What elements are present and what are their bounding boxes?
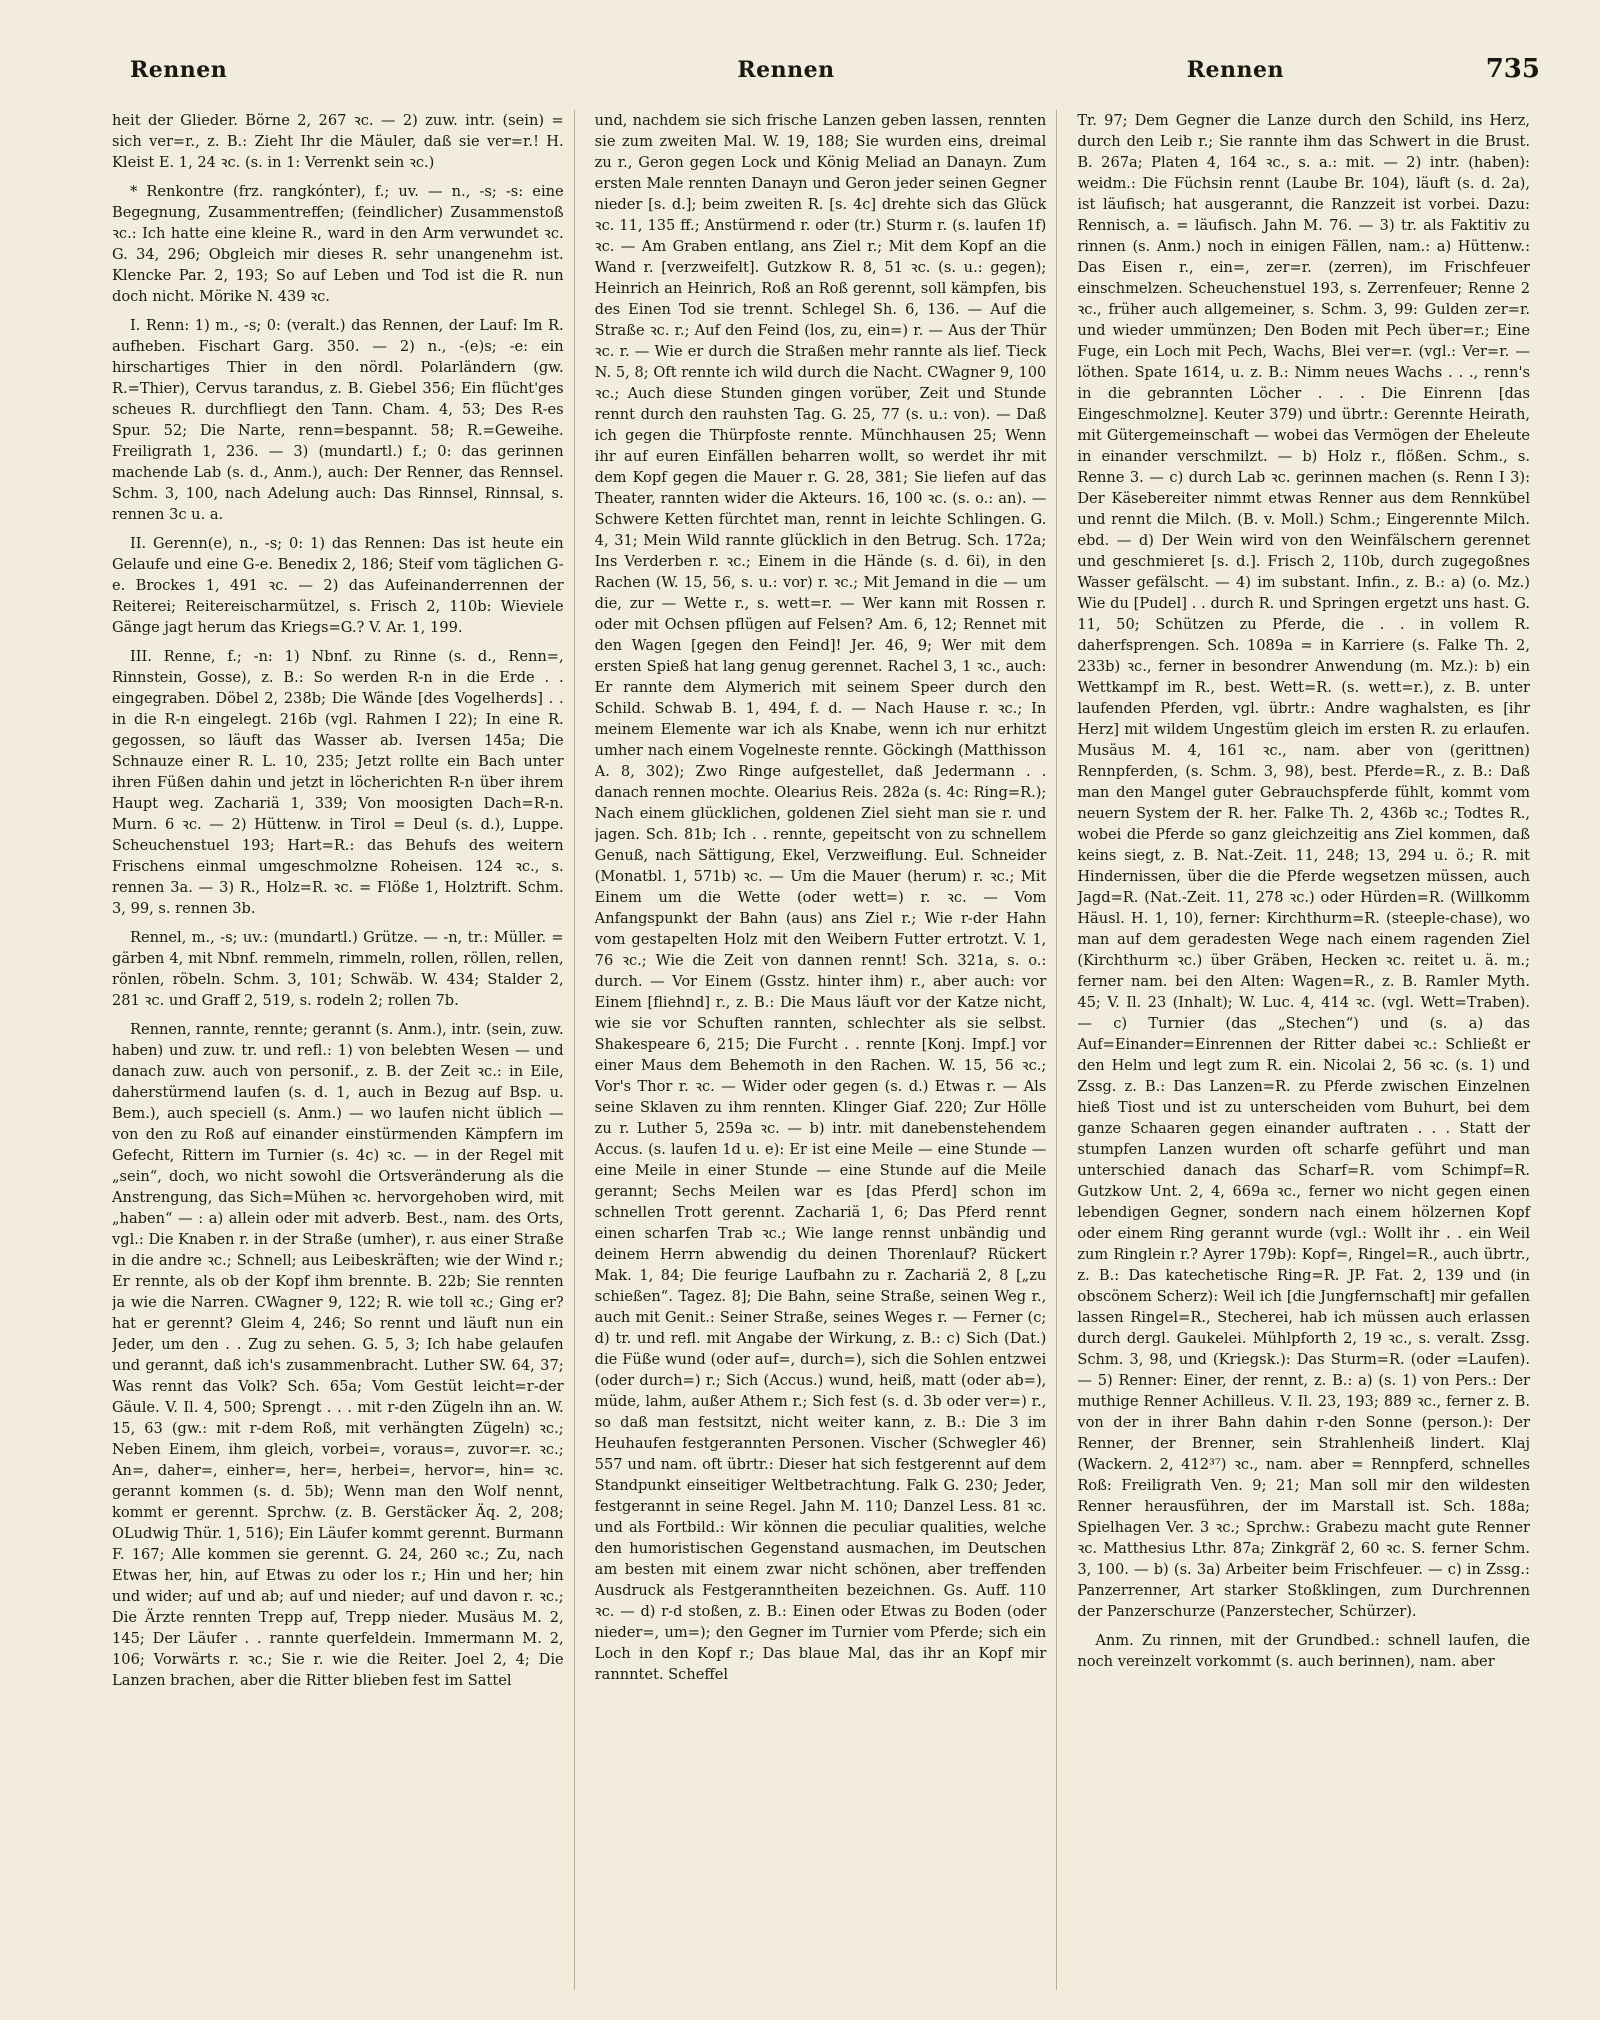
header-center-headword: Rennen	[737, 57, 835, 83]
entry-renkontre: * Renkontre (frz. rangkónter), f.; uv. — n., -s; -s: eine Begegnung, Zusammentreffen; (feindlicher) Zusammenstoß ꝛc.: Ich hatte eine kleine R., ward in den Arm verwundet ꝛc. G. 34, 296; Obgleich mir dieses R. sehr unangenehm ist. Klencke Par. 2, 193; So auf Leben und Tod ist die R. nun doch nicht. Mörike N. 439 ꝛc.	[112, 183, 564, 305]
entry-rennen: Rennen, rannte, rennte; gerannt (s. Anm.), intr. (sein, zuw. haben) und zuw. tr. und refl.: 1) von belebten Wesen — und danach zuw. auch von personif., z. B. der Zeit ꝛc.: in Eile, daherstürmend laufen (s. d. 1, auch in Bezug auf Bsp. u. Bem.), auch speciell (s. Anm.) — wo laufen nicht üblich — von den zu Roß auf einander einstürmenden Kämpfern im Gefecht, Rittern im Turnier (s. 4c) ꝛc. — in der Regel mit „sein“, doch, wo nicht sowohl die Ortsveränderung als die Anstrengung, das Sich=Mühen ꝛc. hervorgehoben wird, mit „haben“ — : a) allein oder mit adverb. Best., nam. des Orts, vgl.: Die Knaben r. in der Straße (umher), r. aus einer Straße in die andre ꝛc.; Schnell; aus Leibeskräften; wie der Wind r.; Er rennte, als ob der Kopf ihm brennte. B. 22b; Sie rennten ja wie die Narren. CWagner 9, 122; R. wie toll ꝛc.; Ging er? hat er gerennt? Gleim 4, 246; So rennt und läuft nun ein Jeder, um den . . Zug zu sehen. G. 5, 3; Ich habe gelaufen und gerannt, daß ich's zusammenbracht. Luther SW. 64, 37; Was rennt das Volk? Sch. 65a; Vom Gestüt leicht=r-der Gäule. V. Il. 4, 500; Sprengt . . . mit r-den Zügeln ihn an. W. 15, 63 (gw.: mit r-dem Roß, mit verhängten Zügeln) ꝛc.; Neben Einem, ihm gleich, vorbei=, voraus=, zuvor=r. ꝛc.; An=, daher=, einher=, her=, herbei=, hervor=, hin= ꝛc. gerannt kommen (s. d. 5b); Wenn man den Wolf nennt, kommt er gerennt. Sprchw. (z. B. Gerstäcker Äq. 2, 208; OLudwig Thür. 1, 516); Ein Läufer kommt gerennt. Burmann F. 167; Alle kommen sie gerennt. G. 24, 260 ꝛc.; Zu, nach Etwas her, hin, auf Etwas zu oder los r.; Hin und her; hin und wider; auf und ab; auf und nieder; auf und davon r. ꝛc.; Die Ärzte rennten Trepp auf, Trepp nieder. Musäus M. 2, 145; Der Läufer . . rannte querfeldein. Immermann M. 2, 106; Vorwärts r. ꝛc.; Sie r. wie die Reiter. Joel 2, 4; Die Lanzen brachen, aber die Ritter blieben fest im Sattel	[112, 1021, 564, 1689]
column-1	[112, 110, 575, 1990]
entry-rennel: Rennel, m., -s; uv.: (mundartl.) Grütze. — -n, tr.: Müller. = gärben 4, mit Nbnf. remmeln, rimmeln, rollen, röllen, rellen, rönlen, röbeln. Schm. 3, 101; Schwäb. W. 434; Stalder 2, 281 ꝛc. und Graff 2, 519, s. rodeln 2; rollen 7b.	[112, 929, 564, 1009]
page-number: 735	[1485, 54, 1540, 84]
text-columns	[112, 110, 1540, 1990]
running-header	[112, 54, 1540, 110]
column-3	[1077, 110, 1540, 1990]
header-right-headword: Rennen	[1186, 57, 1284, 83]
column-2	[595, 110, 1058, 1990]
col2-para-1: und, nachdem sie sich frische Lanzen geben lassen, rennten sie zum zweiten Mal. W. 19, 188; Sie wurden eins, dreimal zu r., Geron gegen Lock und König Meliad an Danayn. Zum ersten Male rennten Danayn und Geron jeder seinen Gegner nieder [s. d.]; beim zweiten R. [s. 4c] drehte sich das Glück ꝛc. 11, 135 ff.; Anstürmend r. oder (tr.) Sturm r. (s. laufen 1f) ꝛc. — Am Graben entlang, ans Ziel r.; Mit dem Kopf an die Wand r. [verzweifelt]. Gutzkow R. 8, 51 ꝛc. (s. u.: gegen); Heinrich an Heinrich, Roß an Roß gerennt, soll kämpfen, bis des Einen Tod sie trennt. Schlegel Sh. 6, 136. — Auf die Straße ꝛc. r.; Auf den Feind (los, zu, ein=) r. — Aus der Thür ꝛc. r. — Wie er durch die Straßen mehr rannte als lief. Tieck N. 5, 8; Oft rennte ich wild durch die Nacht. CWagner 9, 100 ꝛc.; Auch diese Stunden gingen vorüber, Zeit und Stunde rennt durch den rauhsten Tag. G. 25, 77 (s. u.: von). — Daß ich gegen die Thürpfoste rennte. Münchhausen 25; Wenn ihr auf euren Einfällen beharren wollt, so werdet ihr mit dem Kopf gegen die Mauer r. G. 28, 381; Sie liefen auf das Theater, rannten wider die Akteurs. 16, 100 ꝛc. (s. o.: an). — Schwere Ketten fürchtet man, rennt in leichte Schlingen. G. 4, 31; Mein Wild rannte glücklich in den Betrug. Sch. 172a; Ins Verderben r. ꝛc.; Einem in die Hände (s. d. 6i), in den Rachen (W. 15, 56, s. u.: vor) r. ꝛc.; Mit Jemand in die — um die, zur — Wette r., s. wett=r. — Wer kann mit Rossen r. oder mit Ochsen pflügen auf Felsen? Am. 6, 12; Rennet mit den Wagen [gegen den Feind]! Jer. 46, 9; Wer mit dem ersten Spieß hat lang genug gerennet. Rachel 3, 1 ꝛc., auch: Er rannte dem Alymerich mit seinem Speer durch den Schild. Schwab B. 1, 494, f. d. — Nach Hause r. ꝛc.; In meinem Elemente war ich als Knabe, wenn ich nur erhitzt umher nach einem Vogelneste rennte. Göckingh (Matthisson A. 8, 302); Zwo Ringe aufgestellet, daß Jedermann . . danach rennen mochte. Olearius Reis. 282a (s. 4c: Ring=R.); Nach einem glücklichen, goldenen Ziel sieht man sie r. und jagen. Sch. 81b; Ich . . rennte, gepeitscht von zu schnellem Genuß, nach Sättigung, Ekel, Verzweiflung. Eul. Schneider (Monatbl. 1, 571b) ꝛc. — Um die Mauer (herum) r. ꝛc.; Mit Einem um die Wette (oder wett=) r. ꝛc. — Vom Anfangspunkt der Bahn (aus) ans Ziel r.; Wie r-der Hahn vom gestapelten Holz mit den Weibern Futter ertrotzt. V. 1, 76 ꝛc.; Wie die Zeit von dannen rennt! Sch. 321a, s. o.: durch. — Vor Einem (Gsstz. hinter ihm) r., aber auch: vor Einem [fliehnd] r., z. B.: Die Maus läuft vor der Katze nicht, wie sie vor Schuften rannten, schlechter als sie selbst. Shakespeare 6, 215; Die Furcht . . rennte [Konj. Impf.] vor einer Maus dem Behemoth in den Rachen. W. 15, 56 ꝛc.; Vor's Thor r. ꝛc. — Wider oder gegen (s. d.) Etwas r. — Als seine Sklaven zu ihm rennten. Klinger Giaf. 220; Zur Hölle zu r. Luther 5, 259a ꝛc. — b) intr. mit danebenstehendem Accus. (s. laufen 1d u. e): Er ist eine Meile — eine Stunde — eine Meile in einer Stunde — eine Stunde auf die Meile gerannt; Sechs Meilen war es [das Pferd] schon im schnellen Trott gerennt. Zachariä 1, 6; Das Pferd rennt einen scharfen Trab ꝛc.; Wie lange rennst unbändig und deinem Herrn abwendig du deinen Thorenlauf? Rückert Mak. 1, 84; Die feurige Laufbahn zu r. Zachariä 2, 8 [„zu schießen“. Tagez. 8]; Die Bahn, seine Straße, seinen Weg r., auch mit Genit.: Seiner Straße, seines Weges r. — Ferner (c; d) tr. und refl. mit Angabe der Wirkung, z. B.: c) Sich (Dat.) die Füße wund (oder auf=, durch=), sich die Sohlen entzwei (oder durch=) r.; Sich (Accus.) wund, heiß, matt (oder ab=), müde, lahm, außer Athem r.; Sich fest (s. d. 3b oder ver=) r., so daß man festsitzt, nicht weiter kann, z. B.: Die 3 im Heuhaufen festgerannten Personen. Vischer (Schwegler 46) 557 und nam. oft übrtr.: Dieser hat sich festgerennt auf dem Standpunkt einseitiger Weltbetrachtung. Falk G. 230; Jeder, festgerannt in seine Regel. Jahn M. 110; Danzel Less. 81 ꝛc. und als Fortbild.: Wir können die peculiar qualities, welche den humoristischen Gegenstand ausmachen, im Deutschen am besten mit einem zwar nicht schönen, aber treffenden Ausdruck als Festgeranntheiten bezeichnen. Gs. Auff. 110 ꝛc. — d) r-d stoßen, z. B.: Einen oder Etwas zu Boden (oder nieder=, um=); den Gegner im Turnier vom Pferde; sich ein Loch in den Kopf r.; Das blaue Mal, das ihr an Kopf mir rannntet. Scheffel	[594, 112, 1047, 1683]
col3-para-1: Tr. 97; Dem Gegner die Lanze durch den Schild, ins Herz, durch den Leib r.; Sie rannte ihm das Schwert in die Brust. B. 267a; Platen 4, 164 ꝛc., s. a.: mit. — 2) intr. (haben): weidm.: Die Füchsin rennt (Laube Br. 104), läuft (s. d. 2a), ist läufisch; hat ausgerannt, die Ranzzeit ist vorbei. Dazu: Rennisch, a. = läufisch. Jahn M. 76. — 3) tr. als Faktitiv zu rinnen (s. Anm.) noch in einigen Fällen, nam.: a) Hüttenw.: Das Eisen r., ein=, zer=r. (zerren), im Frischfeuer einschmelzen. Scheuchenstuel 193, s. Zerrenfeuer; Renne 2 ꝛc., früher auch allgemeiner, s. Schm. 3, 99: Gulden zer=r. und wieder ummünzen; Den Boden mit Pech über=r.; Eine Fuge, ein Loch mit Pech, Wachs, Blei ver=r. (vgl.: Ver=r. — löthen. Spate 1614, u. z. B.: Nimm neues Wachs . . ., renn's in die gebrannten Löcher . . . Die Einrenn [das Eingeschmolzne]. Keuter 379) und übrtr.: Gerennte Heirath, mit Gütergemeinschaft — wobei das Vermögen der Eheleute in einander verschmilzt. — b) Holz r., flößen. Schm., s. Renne 3. — c) durch Lab ꝛc. gerinnen machen (s. Renn I 3): Der Käsebereiter nimmt etwas Renner aus dem Rennkübel und rennt die Milch. (B. v. Moll.) Schm.; Eingerennte Milch. ebd. — d) Der Wein wird von den Weinfälschern gerennet und geschmieret [s. d.]. Frisch 2, 110b, durch zugegoßnes Wasser gefälscht. — 4) im substant. Infin., z. B.: a) (o. Mz.) Wie du [Pudel] . . durch R. und Springen ergetzt uns hast. G. 11, 50; Schützen zu Pferde, die . . in vollem R. daherfsprengen. Sch. 1089a = in Karriere (s. Falke Th. 2, 233b) ꝛc., ferner in besondrer Anwendung (m. Mz.): b) ein Wettkampf im R., best. Wett=R. (s. wett=r.), z. B. unter laufenden Pferden, vgl. übrtr.: Andre waghalsten, es [ihr Herz] mit wildem Ungestüm gleich im ersten R. zu erlaufen. Musäus M. 4, 161 ꝛc., nam. aber von (gerittnen) Rennpferden, (s. Schm. 3, 98), best. Pferde=R., z. B.: Daß man den Mangel guter Gebrauchspferde fühlt, kommt vom neuern System der R. her. Falke Th. 2, 436b ꝛc.; Todtes R., wobei die Pferde so ganz gleichzeitig ans Ziel kommen, daß keins siegt, z. B. Nat.-Zeit. 11, 248; 13, 294 u. ö.; R. mit Hindernissen, über die die Pferde wegsetzen müssen, auch Jagd=R. (Nat.-Zeit. 11, 278 ꝛc.) oder Hürden=R. (Willkomm Häusl. H. 1, 10), ferner: Kirchthurm=R. (steeple-chase), wo man auf dem geradesten Wege nach einem ragenden Ziel (Kirchthurm ꝛc.) über Gräben, Hecken ꝛc. reitet u. ä. m.; ferner nam. bei den Alten: Wagen=R., z. B. Ramler Myth. 45; V. Il. 23 (Inhalt); W. Luc. 4, 414 ꝛc. (vgl. Wett=Traben). — c) Turnier (das „Stechen“) und (s. a) das Auf=Einander=Einrennen der Ritter dabei ꝛc.: Schließt er den Helm und legt zum R. ein. Nicolai 2, 56 ꝛc. (s. 1) und Zssg. z. B.: Das Lanzen=R. zu Pferde zwischen Einzelnen hieß Tiost und ist zu unterscheiden vom Buhurt, bei dem ganze Schaaren gegen einander auftraten . . . Statt der stumpfen Lanzen wurden oft scharfe geführt und man unterschied danach das Scharf=R. vom Schimpf=R. Gutzkow Unt. 2, 4, 669a ꝛc., ferner wo nicht gegen einen lebendigen Gegner, sondern nach einem hölzernen Kopf oder einem Ring gerannt wurde (vgl.: Wollt ihr . . ein Weil zum Ringlein r.? Ayrer 179b): Kopf=, Ringel=R., auch übrtr., z. B.: Das katechetische Ring=R. JP. Fat. 2, 139 und (in obscönem Scherz): Weil ich [die Jungfernschaft] mir gefallen lassen Ringel=R., Stecherei, hab ich müssen auch erlassen durch dergl. Gaukelei. Mühlpforth 2, 19 ꝛc., s. veralt. Zssg. Schm. 3, 98, und (Kriegsk.): Das Sturm=R. (oder =Laufen). — 5) Renner: Einer, der rennt, z. B.: a) (s. 1) von Pers.: Der muthige Renner Achilleus. V. Il. 23, 193; 889 ꝛc., ferner z. B. von der in ihrer Bahn dahin r-den Sonne (person.): Der Renner, der Brenner, sein Strahlenheiß lindert. Klaj (Wackern. 2, 412³⁷) ꝛc., nam. aber = Rennpferd, schnelles Roß: Freiligrath Ven. 9; 21; Man soll mir den wildesten Renner herausführen, der im Marstall ist. Sch. 188a; Spielhagen Ver. 3 ꝛc.; Sprchw.: Grabezu macht gute Renner ꝛc. Matthesius Lthr. 87a; Zinkgräf 2, 60 ꝛc. S. ferner Schm. 3, 100. — b) (s. 3a) Arbeiter beim Frischfeuer. — c) in Zssg.: Panzerrenner, Art starker Stoßklingen, zum Durchrennen der Panzerschurze (Panzerstecher, Schürzer).	[1077, 112, 1530, 1620]
col1-para-1: heit der Glieder. Börne 2, 267 ꝛc. — 2) zuw. intr. (sein) = sich ver=r., z. B.: Zieht Ihr die Mäuler, daß sie ver=r.! H. Kleist E. 1, 24 ꝛc. (s. in 1: Verrenkt sein ꝛc.)	[112, 112, 564, 171]
col3-annotation: Anm. Zu rinnen, mit der Grundbed.: schnell laufen, die noch vereinzelt vorkommt (s. auch berinnen), nam. aber	[1077, 1632, 1530, 1670]
header-left-headword: Rennen	[130, 57, 228, 83]
entry-renne-iii: III. Renne, f.; -n: 1) Nbnf. zu Rinne (s. d., Renn=, Rinnstein, Gosse), z. B.: So werden R-n in die Erde . . eingegraben. Döbel 2, 238b; Die Wände [des Vogelherds] . . in die R-n eingelegt. 216b (vgl. Rahmen I 22); In eine R. gegossen, so läuft das Wasser ab. Iversen 145a; Die Schnauze einer R. L. 10, 235; Jetzt rollte ein Bach unter ihren Füßen dahin und jetzt in löcherichten R-n über ihrem Haupt weg. Zachariä 1, 339; Von moosigten Dach=R-n. Murn. 6 ꝛc. — 2) Hüttenw. in Tirol = Deul (s. d.), Luppe. Scheuchenstuel 193; Hart=R.: das Behufs des weitern Frischens einmal umgeschmolzne Roheisen. 124 ꝛc., s. rennen 3a. — 3) R., Holz=R. ꝛc. = Flöße 1, Holztrift. Schm. 3, 99, s. rennen 3b.	[112, 648, 564, 917]
entry-gerenne-ii: II. Gerenn(e), n., -s; 0: 1) das Rennen: Das ist heute ein Gelaufe und eine G-e. Benedix 2, 186; Steif vom täglichen G-e. Brockes 1, 491 ꝛc. — 2) das Aufeinanderrennen der Reiterei; Reitereischarmützel, s. Frisch 2, 110b: Wieviele Gänge jagt herum das Kriegs=G.? V. Ar. 1, 199.	[112, 535, 564, 636]
entry-renn-i: I. Renn: 1) m., -s; 0: (veralt.) das Rennen, der Lauf: Im R. aufheben. Fischart Garg. 350. — 2) n., -(e)s; -e: ein hirschartiges Thier in den nördl. Polarländern (gw. R.=Thier), Cervus tarandus, z. B. Giebel 356; Ein flücht'ges scheues R. durchfliegt den Tann. Cham. 4, 53; Des R-es Spur. 52; Die Narte, renn=bespannt. 58; R.=Geweihe. Freiligrath 1, 236. — 3) (mundartl.) f.; 0: das gerinnen machende Lab (s. d., Anm.), auch: Der Renner, das Rennsel. Schm. 3, 100, nach Adelung auch: Das Rinnsel, Rinnsal, s. rennen 3c u. a.	[112, 317, 564, 523]
